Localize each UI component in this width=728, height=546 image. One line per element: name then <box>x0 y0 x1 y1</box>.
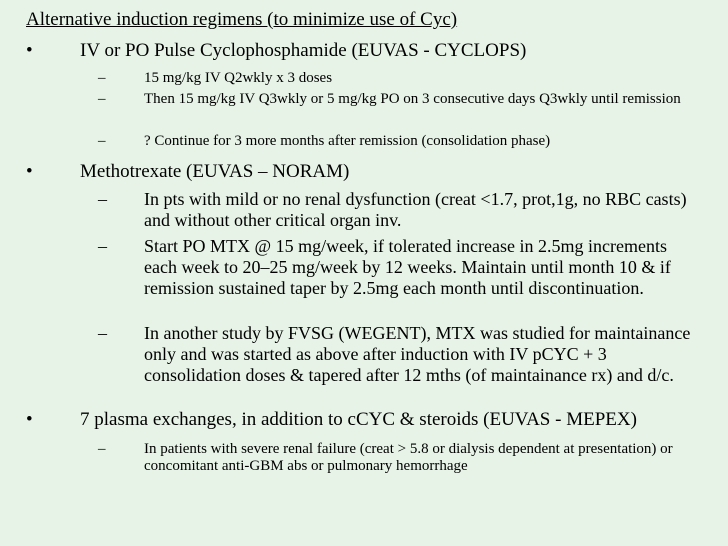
sub-item-text: Then 15 mg/kg IV Q3wkly or 5 mg/kg PO on 3 consecutive days Q3wkly until remission <box>144 91 681 107</box>
dash-icon: – <box>98 70 106 86</box>
bullet-icon: • <box>26 409 33 430</box>
bullet-title: 7 plasma exchanges, in addition to cCYC & steroids (EUVAS - MEPEX) <box>80 409 637 430</box>
bullet-title: IV or PO Pulse Cyclophosphamide (EUVAS - CYCLOPS) <box>80 40 527 61</box>
sub-item-text: Start PO MTX @ 15 mg/week, if tolerated increase in 2.5mg increments each week to 20–25 mg/week by 12 weeks. Maintain until month 10 & if remission sustained taper by 2.5mg each month until discontinuation. <box>144 236 671 298</box>
bullet-icon: • <box>26 40 33 61</box>
bullet-icon: • <box>26 161 33 182</box>
slide-heading: Alternative induction regimens (to minimize use of Cyc) <box>26 9 458 30</box>
sub-item-text: In pts with mild or no renal dysfunction (creat <1.7, prot,1g, no RBC casts) and without other critical organ inv. <box>144 189 687 230</box>
sub-item-text: In patients with severe renal failure (creat > 5.8 or dialysis dependent at presentation) or concomitant anti-GBM abs or pulmonary hemorrhage <box>144 441 673 474</box>
dash-icon: – <box>98 441 106 457</box>
dash-icon: – <box>98 133 106 149</box>
sub-item-text: 15 mg/kg IV Q2wkly x 3 doses <box>144 70 333 86</box>
bullet-title: Methotrexate (EUVAS – NORAM) <box>80 161 350 182</box>
sub-item-text: ? Continue for 3 more months after remission (consolidation phase) <box>144 133 551 149</box>
dash-icon: – <box>98 323 107 343</box>
dash-icon: – <box>98 236 107 256</box>
sub-item-text: In another study by FVSG (WEGENT), MTX was studied for maintainance only and was started as above after induction with IV pCYC + 3 consolidation doses & tapered after 12 mths (of maintainance rx) and d/c. <box>144 323 691 385</box>
dash-icon: – <box>98 189 107 209</box>
dash-icon: – <box>98 91 106 107</box>
